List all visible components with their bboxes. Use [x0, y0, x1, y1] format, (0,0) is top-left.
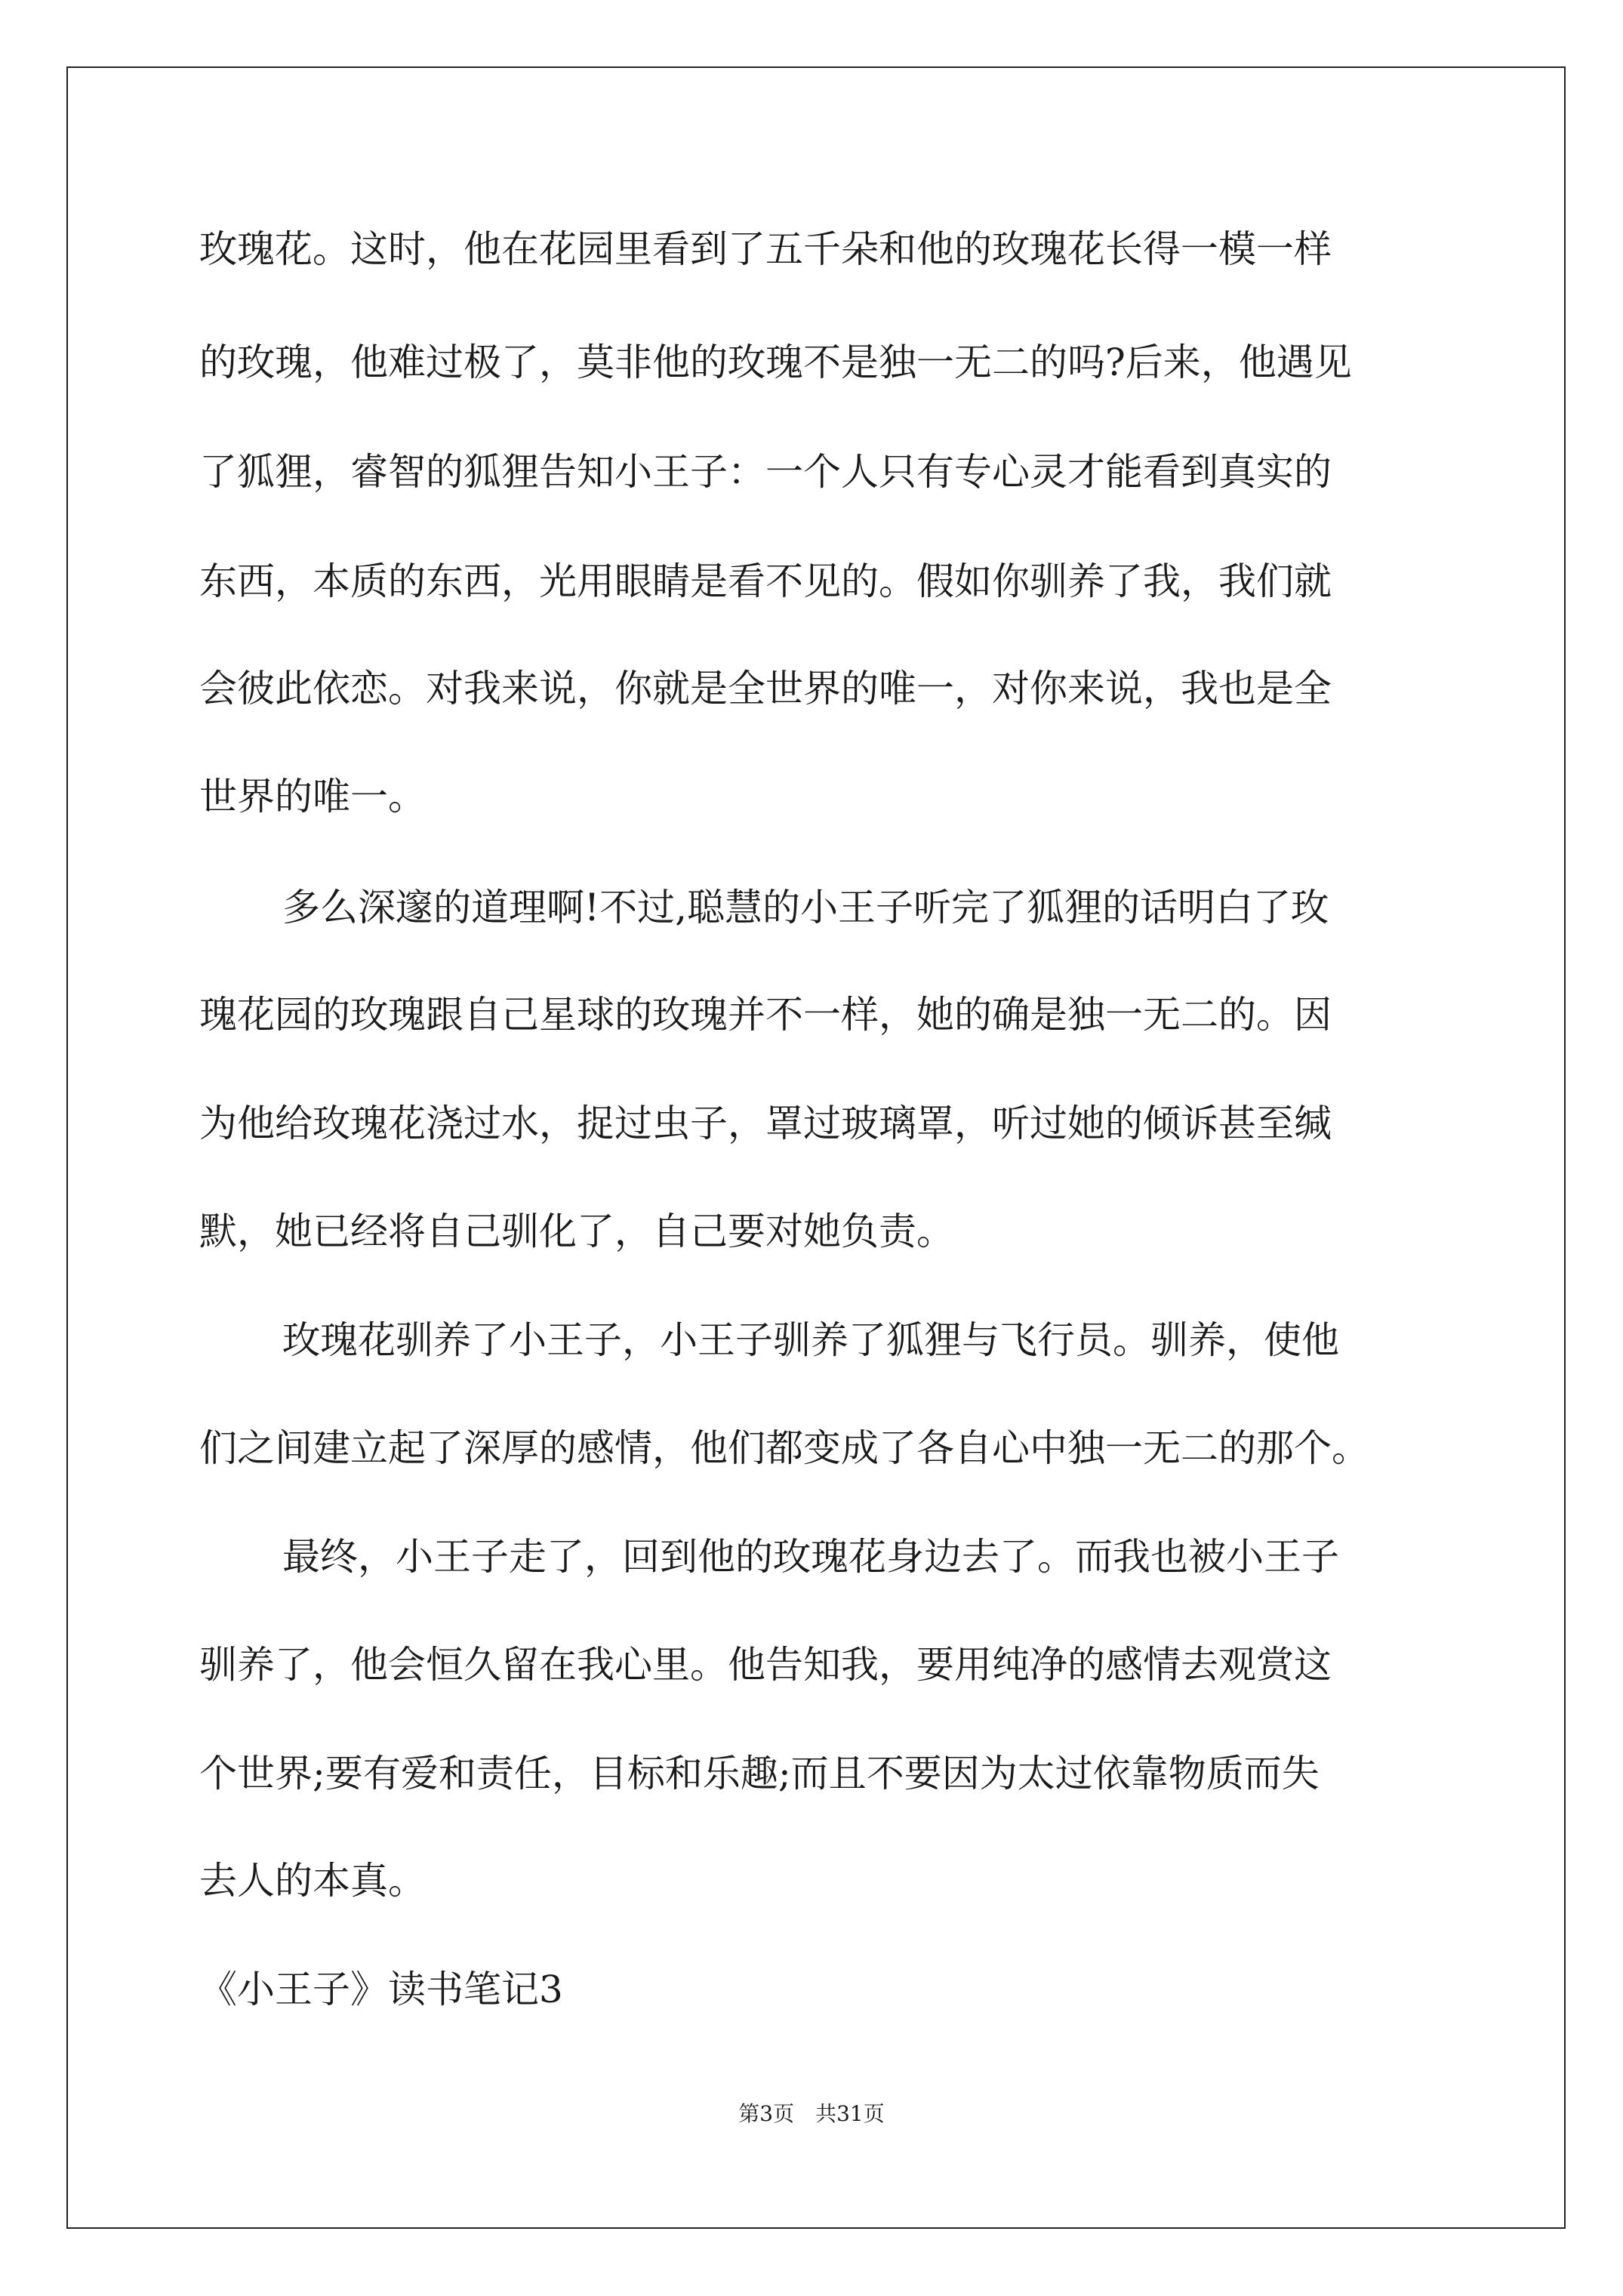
section-heading: 《小王子》读书笔记3	[199, 1968, 563, 2011]
paragraph-start: 多么深邃的道理啊!不过,聪慧的小王子听完了狐狸的话明白了玫	[282, 886, 1329, 929]
paragraph-start: 玫瑰花驯养了小王子，小王子驯养了狐狸与飞行员。驯养，使他	[282, 1318, 1339, 1362]
text-line: 去人的本真。	[199, 1859, 426, 1903]
text-line: 驯养了，他会恒久留在我心里。他告知我，要用纯净的感情去观赏这	[199, 1643, 1332, 1687]
text-line: 东西，本质的东西，光用眼睛是看不见的。假如你驯养了我，我们就	[199, 559, 1332, 603]
text-line: 的玫瑰，他难过极了，莫非他的玫瑰不是独一无二的吗?后来，他遇见	[199, 341, 1352, 384]
text-line: 了狐狸，睿智的狐狸告知小王子：一个人只有专心灵才能看到真实的	[199, 450, 1332, 494]
text-line: 默，她已经将自己驯化了，自己要对她负责。	[199, 1210, 954, 1253]
paragraph-start: 最终，小王子走了，回到他的玫瑰花身边去了。而我也被小王子	[282, 1535, 1339, 1579]
text-line: 为他给玫瑰花浇过水，捉过虫子，罩过玻璃罩，听过她的倾诉甚至缄	[199, 1102, 1332, 1145]
text-line: 会彼此依恋。对我来说，你就是全世界的唯一，对你来说，我也是全	[199, 667, 1332, 710]
text-line: 们之间建立起了深厚的感情，他们都变成了各自心中独一无二的那个。	[199, 1426, 1369, 1470]
text-line: 世界的唯一。	[199, 775, 426, 818]
page-number: 第3页 共31页	[738, 2101, 885, 2126]
text-line: 玫瑰花。这时，他在花园里看到了五千朵和他的玫瑰花长得一模一样	[199, 227, 1332, 271]
page-border	[66, 66, 1566, 2229]
text-line: 瑰花园的玫瑰跟自己星球的玫瑰并不一样，她的确是独一无二的。因	[199, 993, 1332, 1037]
text-line: 个世界;要有爱和责任，目标和乐趣;而且不要因为太过依靠物质而失	[199, 1752, 1320, 1795]
